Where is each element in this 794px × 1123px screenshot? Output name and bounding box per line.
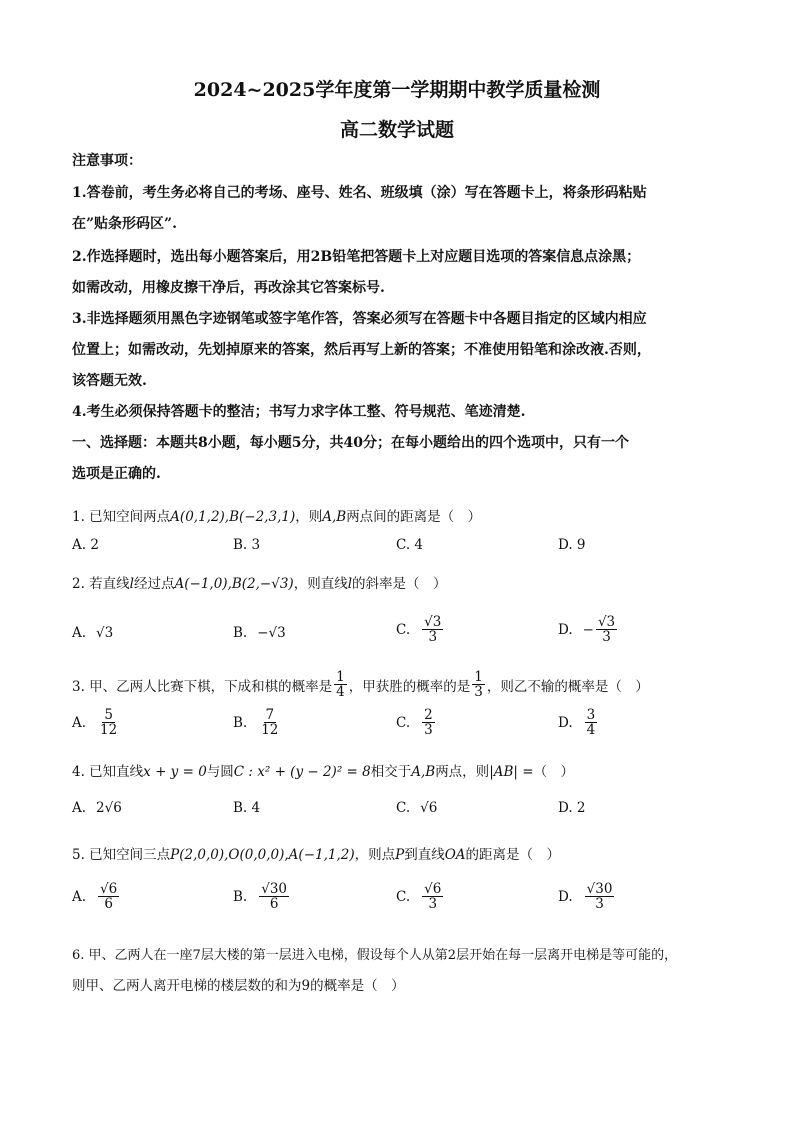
q5-b-label: B. — [233, 888, 248, 905]
notice-line-1a: 1.答卷前，考生务必将自己的考场、座号、姓名、班级填（涂）写在答题卡上，将条形码粘贴 — [72, 185, 647, 201]
exam-subtitle: 高二数学试题 — [339, 119, 454, 141]
q3-f1-num: 1 — [336, 669, 345, 685]
q1-math: A(0,1,2),B(−2,3,1) — [170, 509, 296, 525]
q3-c-den: 3 — [424, 722, 433, 739]
q2-d-den: 3 — [602, 629, 611, 646]
q2-option-c — [396, 615, 445, 644]
q4-mid1: 与圆 — [206, 764, 234, 780]
q2-d-sign: − — [582, 621, 594, 638]
q4-mid2: 相交于 — [370, 764, 412, 780]
q4-post: （ ） — [533, 764, 575, 780]
q5-pre: 5. 已知空间三点 — [72, 847, 171, 863]
q2-mid1: 经过点 — [134, 576, 175, 592]
q3-b-num: 7 — [265, 707, 275, 723]
q5-post: 的距离是（ ） — [465, 847, 561, 863]
notice-line-2a: 2.作选择题时，选出每小题答案后，用2B铅笔把答题卡上对应题目选项的答案信息点涂黑； — [72, 249, 641, 265]
q5-c-num: √6 — [424, 881, 442, 897]
section1-line2: 选项是正确的. — [72, 466, 161, 482]
q3-a-fraction — [98, 708, 119, 737]
q5-a-num: √6 — [100, 881, 118, 897]
q5-a-label: A. — [72, 888, 87, 905]
q4-option-b: B. 4 — [233, 800, 261, 816]
q3-a-label: A. — [72, 714, 87, 731]
q3-option-a — [72, 708, 121, 737]
notice-line-3a: 3.非选择题须用黑色字迹钢笔或签字笔作答，答案必须写在答题卡中各题目指定的区域内相应 — [72, 311, 647, 327]
q2-c-fraction — [422, 615, 443, 644]
section1-line1: 一、选择题：本题共8小题，每小题5分，共40分；在每小题给出的四个选项中，只有一个 — [72, 435, 629, 451]
q5-b-num: √30 — [261, 881, 287, 897]
q3-pre: 3. 甲、乙两人比赛下棋，下成和棋的概率是 — [72, 678, 333, 695]
q1-option-c: C. 4 — [396, 537, 424, 553]
q2-c-den: 3 — [428, 629, 438, 646]
q5-d-den: 3 — [595, 896, 604, 913]
q3-b-den: 12 — [261, 722, 279, 739]
notice-line-2b: 如需改动，用橡皮擦干净后，再改涂其它答案标号. — [72, 280, 385, 296]
q2-option-b — [233, 625, 286, 641]
q3-post: ，则乙不输的概率是（ ） — [486, 678, 649, 695]
notice-heading: 注意事项： — [72, 153, 142, 169]
q5-math: P(2,0,0),O(0,0,0),A(−1,1,2) — [170, 847, 355, 863]
q2-c-num: √3 — [424, 614, 442, 630]
notice-line-3c: 该答题无效. — [72, 373, 147, 389]
q5-mid2: 到直线 — [404, 847, 445, 863]
q2-b-value: −√3 — [257, 625, 286, 641]
q4-option-c — [396, 800, 437, 816]
q3-fraction-2 — [472, 670, 485, 699]
q3-d-den: 4 — [586, 722, 596, 739]
q1-mid: ，则 — [295, 509, 323, 525]
q5-option-a — [72, 882, 121, 911]
q3-option-d — [558, 708, 599, 737]
q4-pre: 4. 已知直线 — [72, 764, 144, 780]
q5-p: P — [395, 847, 405, 863]
q5-c-label: C. — [396, 888, 411, 905]
q2-d-fraction — [596, 615, 617, 644]
q2-c-label: C. — [396, 621, 411, 638]
notice-line-1b: 在”贴条形码区”. — [72, 216, 177, 232]
question-4-stem — [72, 760, 732, 780]
q4-math3: A,B — [411, 764, 436, 780]
q3-c-label: C. — [396, 714, 411, 731]
q4-math2: C : x² + (y − 2)² = 8 — [233, 764, 371, 780]
q4-c-label: C. — [396, 800, 411, 816]
q3-d-label: D. — [558, 714, 573, 731]
q4-option-d: D. 2 — [558, 800, 586, 816]
q5-d-num: √30 — [586, 881, 613, 897]
question-2-stem — [72, 572, 732, 592]
q4-math1: x + y = 0 — [143, 764, 207, 780]
q4-a-value: 2√6 — [96, 800, 122, 816]
question-1-stem — [72, 505, 732, 525]
q5-option-b — [233, 882, 291, 911]
q3-c-fraction — [422, 708, 435, 737]
q1-option-d: D. 9 — [558, 537, 586, 553]
q1-pre: 1. 已知空间两点 — [72, 509, 171, 525]
q5-a-den: 6 — [104, 896, 113, 913]
notice-line-4: 4.考生必须保持答题卡的整洁；书写力求字体工整、符号规范、笔迹清楚. — [72, 404, 526, 420]
q2-b-label: B. — [233, 625, 248, 641]
q3-f2-den: 3 — [474, 684, 483, 701]
q1-option-b: B. 3 — [233, 537, 261, 553]
q1-math2: A,B — [322, 509, 347, 525]
q1-post: 两点间的距离是（ ） — [346, 509, 482, 525]
q4-math4: |AB| = — [489, 764, 534, 780]
q3-mid: ，甲获胜的概率的是 — [348, 678, 471, 695]
q2-l2: l — [347, 576, 353, 592]
q2-option-a — [72, 625, 113, 641]
q4-mid3: 两点，则 — [435, 764, 490, 780]
question-6-line-2: 则甲、乙两人离开电梯的楼层数的和为9的概率是（ ） — [72, 978, 405, 994]
q3-b-fraction — [259, 708, 280, 737]
question-6-line-1: 6. 甲、乙两人在一座7层大楼的第一层进入电梯，假设每个人从第2层开始在每一层离开电梯是等可能的， — [72, 948, 678, 963]
q1-option-a: A. 2 — [72, 537, 99, 553]
q4-a-label: A. — [72, 800, 87, 816]
question-3-stem — [72, 670, 732, 699]
q2-d-num: √3 — [597, 614, 616, 630]
q5-mid1: ，则点 — [354, 847, 396, 863]
q5-a-fraction — [98, 882, 119, 911]
q4-c-value: √6 — [420, 800, 438, 816]
question-5-stem — [72, 843, 732, 863]
q3-c-num: 2 — [424, 707, 433, 723]
q5-c-fraction — [422, 882, 443, 911]
q3-a-num: 5 — [104, 707, 113, 723]
q2-l: l — [129, 576, 134, 592]
q3-option-c — [396, 708, 437, 737]
q3-f1-den: 4 — [336, 684, 345, 701]
q5-option-d — [558, 882, 616, 911]
notice-line-3b: 位置上；如需改动，先划掉原来的答案，然后再写上新的答案；不准使用铅笔和涂改液.否则， — [72, 342, 651, 358]
q5-oa: OA — [444, 847, 466, 863]
q3-b-label: B. — [233, 714, 248, 731]
q5-b-den: 6 — [269, 896, 279, 913]
exam-title: 2024~2025学年度第一学期期中教学质量检测 — [193, 79, 601, 101]
q2-post: 的斜率是（ ） — [352, 576, 447, 592]
q2-math: A(−1,0),B(2,−√3) — [174, 576, 294, 592]
q3-d-fraction — [585, 708, 598, 737]
q5-c-den: 3 — [428, 896, 438, 913]
q2-a-value: √3 — [96, 625, 114, 641]
q4-option-a — [72, 800, 122, 816]
q3-d-num: 3 — [586, 707, 596, 723]
q2-a-label: A. — [72, 625, 87, 641]
q3-fraction-1 — [334, 670, 347, 699]
q2-d-label: D. — [558, 621, 573, 638]
q2-pre: 2. 若直线 — [72, 576, 130, 592]
q5-d-fraction — [585, 882, 615, 911]
q5-d-label: D. — [558, 888, 573, 905]
q3-a-den: 12 — [100, 722, 118, 739]
q5-option-c — [396, 882, 445, 911]
q2-mid2: ，则直线 — [293, 576, 348, 592]
q3-f2-num: 1 — [474, 669, 483, 685]
q2-option-d — [558, 615, 619, 644]
q3-option-b — [233, 708, 282, 737]
q5-b-fraction — [259, 882, 289, 911]
